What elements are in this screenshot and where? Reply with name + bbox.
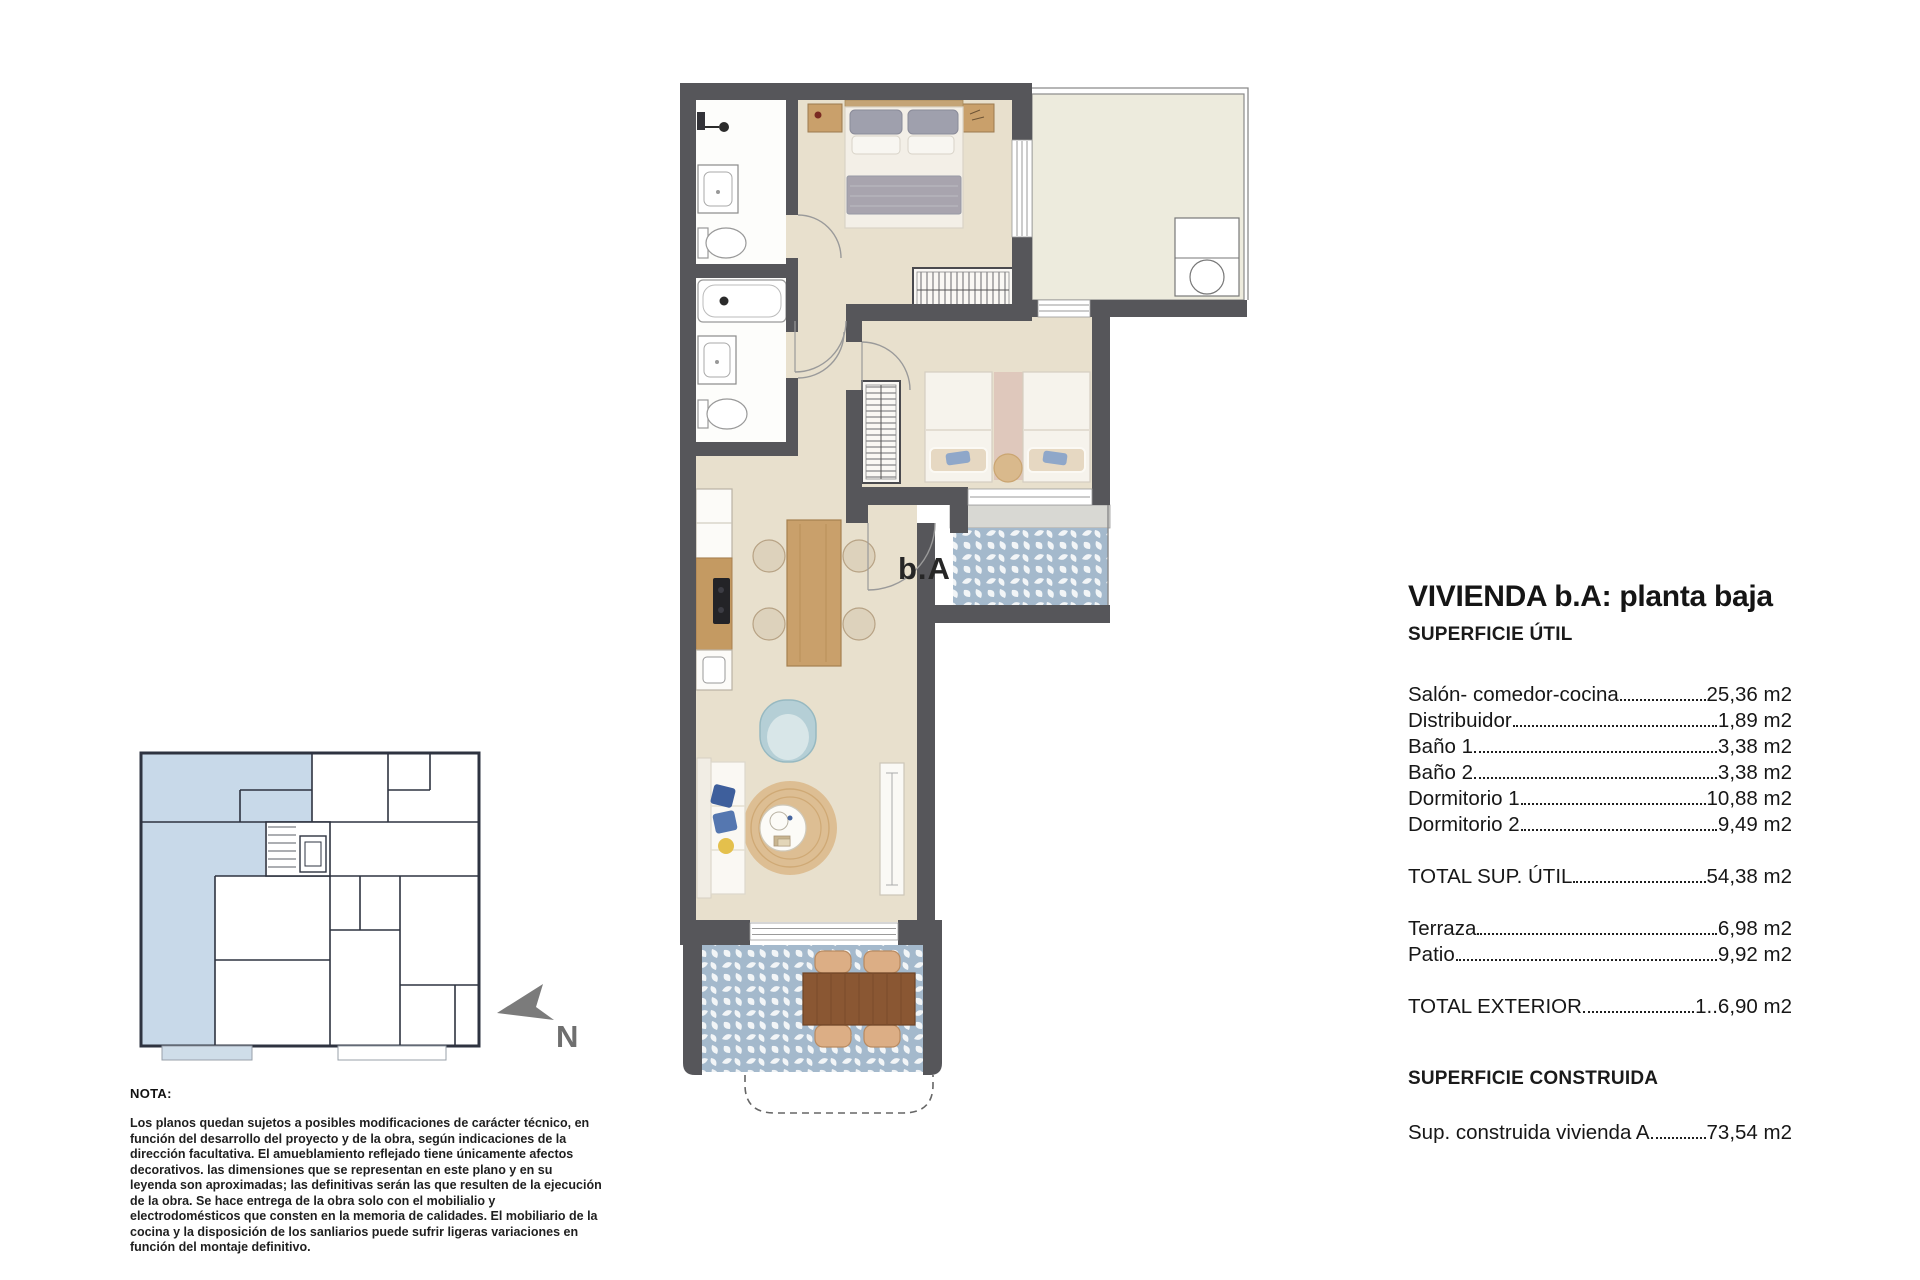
main-plan bbox=[680, 83, 1248, 1113]
util-area-list bbox=[1408, 682, 1792, 1146]
dining-chair bbox=[843, 540, 875, 572]
patio bbox=[950, 505, 1110, 608]
window bbox=[968, 489, 1092, 505]
area-row-value: 10,88 m2 bbox=[1706, 787, 1792, 810]
area-row-value: 6,98 m2 bbox=[1717, 917, 1792, 940]
round-stool bbox=[994, 454, 1022, 482]
single-bed bbox=[925, 372, 992, 482]
terrace-boundary-dashed bbox=[745, 1075, 933, 1113]
bedroom-2 bbox=[862, 372, 1090, 483]
dining-chair bbox=[753, 540, 785, 572]
area-row-label: Terraza bbox=[1408, 917, 1477, 940]
leader-dots bbox=[1474, 751, 1717, 753]
nota-block bbox=[130, 1086, 602, 1256]
highlighted-unit bbox=[141, 753, 312, 1046]
total-exterior-row bbox=[1408, 994, 1792, 1020]
total-exterior-label: TOTAL EXTERIOR bbox=[1408, 995, 1582, 1018]
area-row-label: Salón- comedor-cocina bbox=[1408, 683, 1619, 706]
area-row bbox=[1408, 734, 1792, 760]
area-row-label: Dormitorio 2 bbox=[1408, 813, 1520, 836]
kitchen bbox=[696, 489, 732, 690]
dining-chair bbox=[843, 608, 875, 640]
console-table bbox=[880, 763, 904, 895]
leader-dots bbox=[1477, 933, 1717, 935]
leader-dots bbox=[1521, 803, 1706, 805]
dining-chair bbox=[753, 608, 785, 640]
sink-icon bbox=[698, 336, 736, 384]
terrace-counter bbox=[1175, 218, 1239, 296]
area-row-label: Baño 1 bbox=[1408, 735, 1473, 758]
total-exterior-value: 1..6,90 m2 bbox=[1695, 995, 1792, 1018]
construida-value: 73,54 m2 bbox=[1706, 1121, 1792, 1144]
bathtub-icon bbox=[698, 280, 786, 322]
north-label: N bbox=[556, 1019, 579, 1054]
area-row bbox=[1408, 812, 1792, 838]
double-bed bbox=[845, 100, 963, 228]
key-plan bbox=[141, 753, 479, 1060]
window bbox=[1012, 140, 1032, 237]
leader-dots bbox=[1620, 699, 1706, 701]
total-util-value: 54,38 m2 bbox=[1706, 865, 1792, 888]
construida-row bbox=[1408, 1120, 1792, 1146]
area-row-label: Distribuidor bbox=[1408, 709, 1512, 732]
nightstand bbox=[808, 104, 842, 132]
porch bbox=[338, 1046, 446, 1060]
area-row-value: 1,89 m2 bbox=[1717, 709, 1792, 732]
shower-icon bbox=[719, 122, 729, 132]
leader-dots bbox=[1474, 777, 1717, 779]
leader-dots bbox=[1513, 725, 1717, 727]
toilet-icon bbox=[698, 399, 747, 429]
area-row bbox=[1408, 786, 1792, 812]
window bbox=[1038, 300, 1090, 317]
leader-dots bbox=[1573, 881, 1705, 883]
dining-table bbox=[787, 520, 841, 666]
area-row-value: 9,49 m2 bbox=[1717, 813, 1792, 836]
terrace-bottom bbox=[702, 945, 933, 1113]
area-row-value: 9,92 m2 bbox=[1717, 943, 1792, 966]
area-row-value: 25,36 m2 bbox=[1706, 683, 1792, 706]
area-row bbox=[1408, 708, 1792, 734]
area-row bbox=[1408, 682, 1792, 708]
area-row-label: Baño 2 bbox=[1408, 761, 1473, 784]
toilet-icon bbox=[698, 228, 746, 258]
section-heading-util: SUPERFICIE ÚTIL bbox=[1408, 624, 1573, 645]
sofa bbox=[697, 758, 745, 898]
area-row-value: 3,38 m2 bbox=[1717, 761, 1792, 784]
area-row bbox=[1408, 760, 1792, 786]
section-heading-construida: SUPERFICIE CONSTRUIDA bbox=[1408, 1068, 1659, 1089]
leader-dots bbox=[1651, 1137, 1706, 1139]
total-util-row bbox=[1408, 864, 1792, 890]
area-row bbox=[1408, 942, 1792, 968]
area-row bbox=[1408, 916, 1792, 942]
cooktop bbox=[713, 578, 730, 624]
area-row-value: 3,38 m2 bbox=[1717, 735, 1792, 758]
nota-heading: NOTA: bbox=[130, 1086, 172, 1101]
bathroom-1 bbox=[696, 99, 786, 264]
north-arrow bbox=[497, 984, 578, 1054]
wardrobe bbox=[862, 381, 900, 483]
leader-dots bbox=[1456, 959, 1717, 961]
total-util-label: TOTAL SUP. ÚTIL bbox=[1408, 865, 1573, 888]
armchair bbox=[760, 700, 816, 762]
leader-dots bbox=[1521, 829, 1717, 831]
bathroom-2 bbox=[696, 278, 786, 442]
stair-core bbox=[266, 822, 330, 876]
surface-table bbox=[1408, 580, 1792, 1146]
area-row-label: Patio bbox=[1408, 943, 1455, 966]
sink-icon bbox=[698, 165, 738, 213]
north-arrow-icon bbox=[497, 984, 554, 1020]
unit-label: b.A bbox=[898, 551, 951, 586]
porch bbox=[162, 1046, 252, 1060]
nota-body: Los planos quedan sujetos a posibles modificaciones de carácter técnico, en función del desarrollo del proyecto y de la obra, según indicaciones de la dirección facultativa. El amueblamiento reflejado tiene únicamente afectos decorativos. las dimensiones que se representan en este plano y en su leyenda son aproximadas; las definitivas serán las que resulten de la ejecución de la obra. Se hace entrega de la obra solo con el mobilialio y electrodomésticos que consten en la memoria de calidades. El mobiliario de la cocina y la disposición de los sanliarios puede sufrir ligeras variaciones en función del montaje definitivo. bbox=[130, 1116, 602, 1254]
page-title: VIVIENDA b.A: planta baja bbox=[1408, 580, 1773, 613]
leader-dots bbox=[1583, 1011, 1694, 1013]
sliding-door bbox=[750, 923, 898, 940]
single-bed bbox=[1023, 372, 1090, 482]
terrace-top bbox=[1032, 88, 1248, 300]
area-row-label: Dormitorio 1 bbox=[1408, 787, 1520, 810]
construida-label: Sup. construida vivienda A bbox=[1408, 1121, 1650, 1144]
